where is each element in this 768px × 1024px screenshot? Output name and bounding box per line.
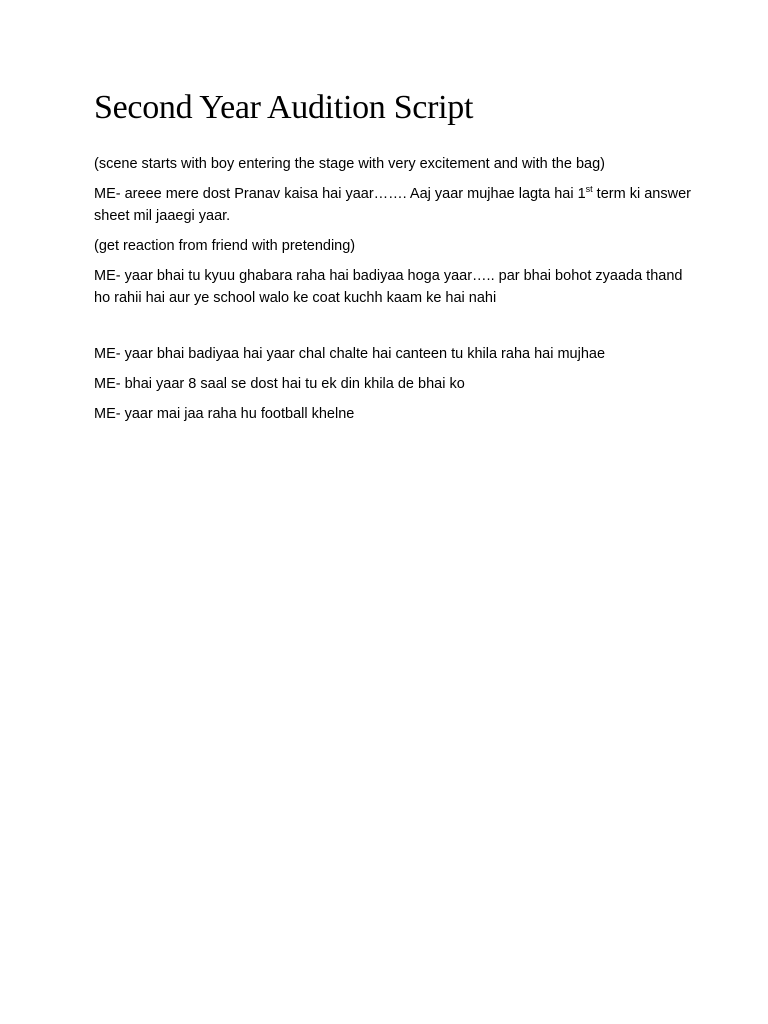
dialogue-line-5: ME- yaar mai jaa raha hu football khelne xyxy=(94,406,355,422)
document-title: Second Year Audition Script xyxy=(94,89,474,126)
stage-direction-reaction: (get reaction from friend with pretending) xyxy=(94,238,356,254)
dialogue-line-4: ME- bhai yaar 8 saal se dost hai tu ek din khila de bhai ko xyxy=(94,376,465,392)
stage-direction-scene-start: (scene starts with boy entering the stage with very excitement and with the bag) xyxy=(94,156,605,172)
ordinal-superscript: st xyxy=(585,184,593,194)
dialogue-line-3: ME- yaar bhai badiyaa hai yaar chal chalte hai canteen tu khila raha hai mujhae xyxy=(94,346,606,362)
document-body xyxy=(94,153,694,433)
dialogue-line-1-text: ME- areee mere dost Pranav kaisa hai yaar……. Aaj yaar mujhae lagta hai 1 xyxy=(94,186,586,202)
dialogue-line-1-continuation: term ki answer sheet mil jaaegi yaar. xyxy=(94,186,691,224)
dialogue-line-1 xyxy=(94,183,694,227)
dialogue-line-2: ME- yaar bhai tu kyuu ghabara raha hai badiyaa hoga yaar….. par bhai bohot zyaada thand ho rahii hai aur ye school walo ke coat kuchh kaam ke hai nahi xyxy=(94,268,683,306)
